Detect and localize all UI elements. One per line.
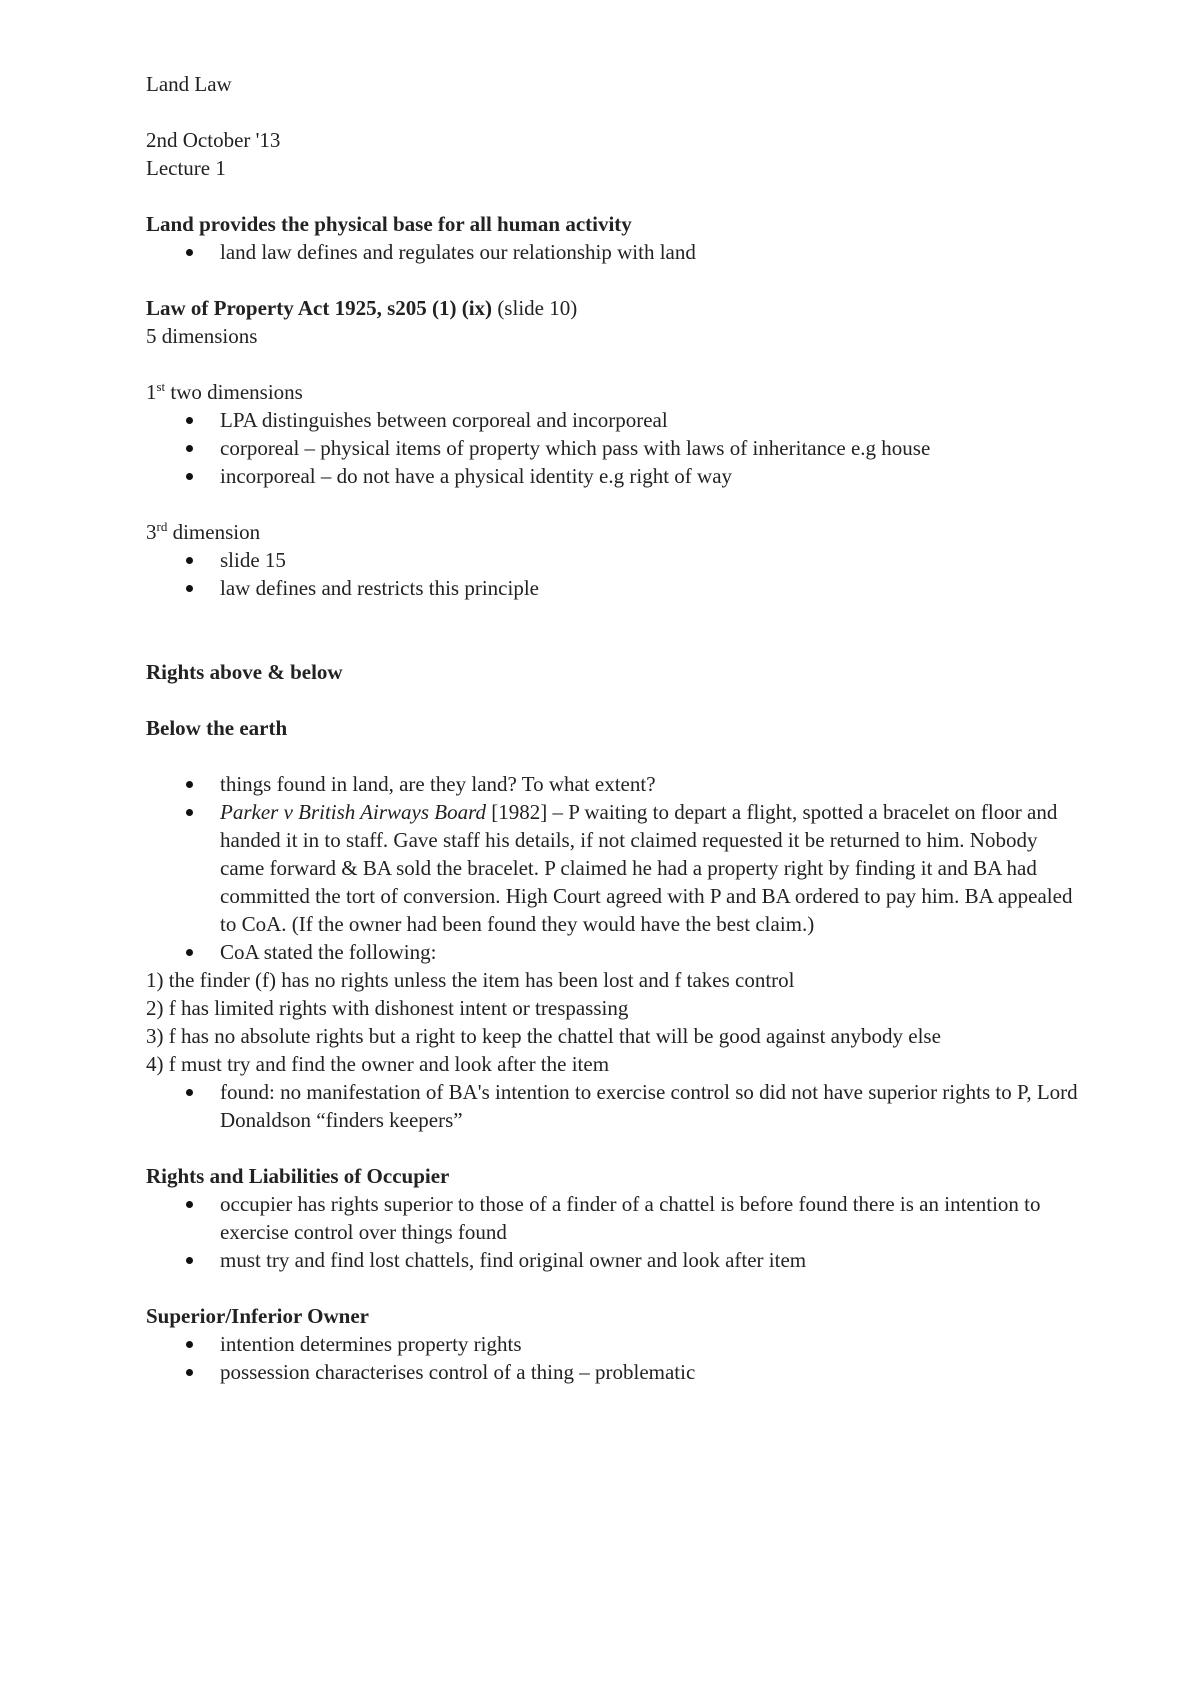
section-heading-lpa (146, 294, 1086, 322)
first-two-dimensions-heading: 1st two dimensions (146, 379, 303, 404)
document-page (146, 70, 1086, 1386)
numbered-item: 1) the finder (f) has no rights unless the item has been lost and f takes control (146, 968, 795, 992)
list-item: occupier has rights superior to those of a finder of a chattel is before found there is an intention to exercise control over things found (146, 1190, 1086, 1246)
section-heading-occupier: Rights and Liabilities of Occupier (146, 1164, 450, 1188)
slide-reference: (slide 10) (492, 296, 578, 320)
document-title: Land Law (146, 72, 232, 96)
list-item: land law defines and regulates our relationship with land (146, 238, 1086, 266)
lecture-number: Lecture 1 (146, 156, 226, 180)
list-item: incorporeal – do not have a physical identity e.g right of way (146, 462, 1086, 490)
bullet-list (146, 1330, 1086, 1386)
numbered-item: 2) f has limited rights with dishonest intent or trespassing (146, 996, 629, 1020)
section-heading-land-base: Land provides the physical base for all human activity (146, 212, 632, 236)
list-item: corporeal – physical items of property which pass with laws of inheritance e.g house (146, 434, 1086, 462)
bullet-list (146, 546, 1086, 602)
third-dimension-heading: 3rd dimension (146, 519, 261, 544)
list-item: slide 15 (146, 546, 1086, 574)
list-item: found: no manifestation of BA's intention to exercise control so did not have superior rights to P, Lord Donaldson “finders keepers” (146, 1078, 1086, 1134)
list-item: LPA distinguishes between corporeal and incorporeal (146, 406, 1086, 434)
bullet-list (146, 406, 1086, 490)
list-item: must try and find lost chattels, find original owner and look after item (146, 1246, 1086, 1274)
list-item-case (146, 798, 1086, 938)
list-item: CoA stated the following: (146, 938, 1086, 966)
section-heading-below-earth: Below the earth (146, 716, 288, 740)
bullet-list (146, 238, 1086, 266)
list-item: law defines and restricts this principle (146, 574, 1086, 602)
numbered-item: 3) f has no absolute rights but a right to keep the chattel that will be good against anybody else (146, 1024, 941, 1048)
list-item: things found in land, are they land? To what extent? (146, 770, 1086, 798)
bullet-list (146, 1078, 1086, 1134)
case-summary: [1982] – P waiting to depart a flight, spotted a bracelet on floor and handed it in to staff. Gave staff his details, if not claimed requested it be returned to him. Nobody came forward & BA sold the bracelet. P claimed he had a property right by finding it and BA had committed the tort of conversion. High Court agreed with P and BA ordered to pay him. BA appealed to CoA. (If the owner had been found they would have the best claim.) (220, 800, 1073, 936)
lpa-reference: Law of Property Act 1925, s205 (1) (ix) (146, 296, 493, 320)
bullet-list (146, 1190, 1086, 1274)
section-heading-rights-above-below: Rights above & below (146, 660, 343, 684)
numbered-item: 4) f must try and find the owner and look after the item (146, 1052, 610, 1076)
dimensions-subtitle: 5 dimensions (146, 324, 258, 348)
list-item: possession characterises control of a thing – problematic (146, 1358, 1086, 1386)
section-heading-superior-inferior: Superior/Inferior Owner (146, 1304, 370, 1328)
lecture-date: 2nd October '13 (146, 128, 281, 152)
case-name: Parker v British Airways Board (220, 800, 486, 824)
bullet-list (146, 770, 1086, 966)
list-item: intention determines property rights (146, 1330, 1086, 1358)
